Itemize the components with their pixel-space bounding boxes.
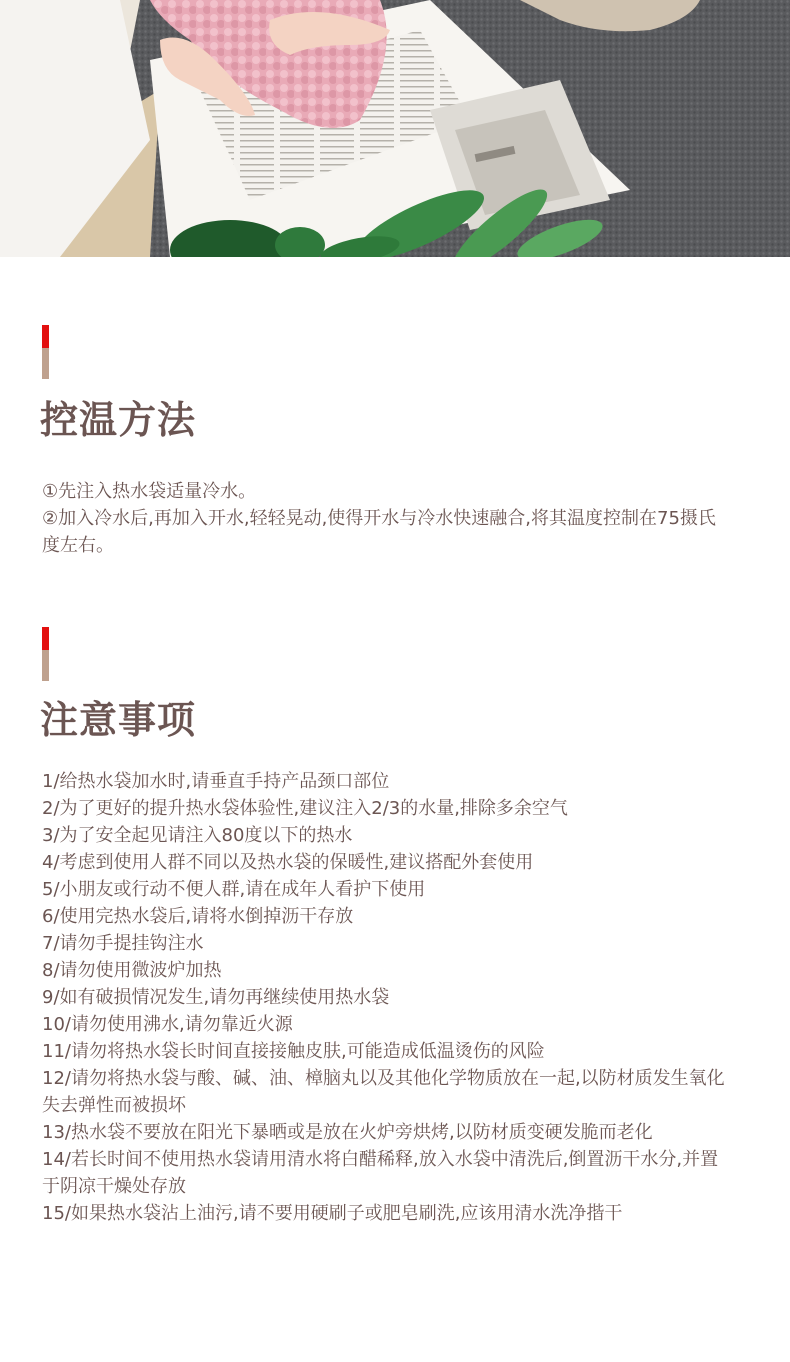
list-item: 12/请勿将热水袋与酸、碱、油、樟脑丸以及其他化学物质放在一起,以防材质发生氧化失去弹性而被损坏 [42, 1068, 725, 1116]
marker-red-bar [42, 325, 49, 348]
hero-illustration [0, 0, 790, 257]
hero-photo [0, 0, 790, 257]
section-title: 控温方法 [40, 397, 197, 442]
list-item: 8/请勿使用微波炉加热 [42, 960, 222, 981]
list-item: 1/给热水袋加水时,请垂直手持产品颈口部位 [42, 771, 390, 792]
list-item: 15/如果热水袋沾上油污,请不要用硬刷子或肥皂刷洗,应该用清水洗净揩干 [42, 1203, 623, 1224]
marker-tan-bar [42, 650, 49, 681]
section-body [42, 478, 722, 559]
list-item: 14/若长时间不使用热水袋请用清水将白醋稀释,放入水袋中清洗后,倒置沥干水分,并置于阴凉干燥处存放 [42, 1149, 719, 1197]
section-marker [42, 627, 49, 681]
list-item: 13/热水袋不要放在阳光下暴晒或是放在火炉旁烘烤,以防材质变硬发脆而老化 [42, 1122, 653, 1143]
list-item: 6/使用完热水袋后,请将水倒掉沥干存放 [42, 906, 354, 927]
list-item: 2/为了更好的提升热水袋体验性,建议注入2/3的水量,排除多余空气 [42, 798, 568, 819]
marker-red-bar [42, 627, 49, 650]
marker-tan-bar [42, 348, 49, 379]
list-item: 9/如有破损情况发生,请勿再继续使用热水袋 [42, 987, 390, 1008]
section-body [42, 768, 728, 1227]
list-item: 5/小朋友或行动不便人群,请在成年人看护下使用 [42, 879, 426, 900]
list-item: 10/请勿使用沸水,请勿靠近火源 [42, 1014, 293, 1035]
list-item: 7/请勿手提挂钩注水 [42, 933, 204, 954]
section-marker [42, 325, 49, 379]
body-line: ①先注入热水袋适量冷水。 [42, 481, 257, 502]
list-item: 11/请勿将热水袋长时间直接接触皮肤,可能造成低温烫伤的风险 [42, 1041, 545, 1062]
list-item: 4/考虑到使用人群不同以及热水袋的保暖性,建议搭配外套使用 [42, 852, 534, 873]
list-item: 3/为了安全起见请注入80度以下的热水 [42, 825, 353, 846]
body-line: ②加入冷水后,再加入开水,轻轻晃动,使得开水与冷水快速融合,将其温度控制在75摄氏度左右。 [42, 508, 716, 556]
section-title: 注意事项 [40, 697, 197, 742]
